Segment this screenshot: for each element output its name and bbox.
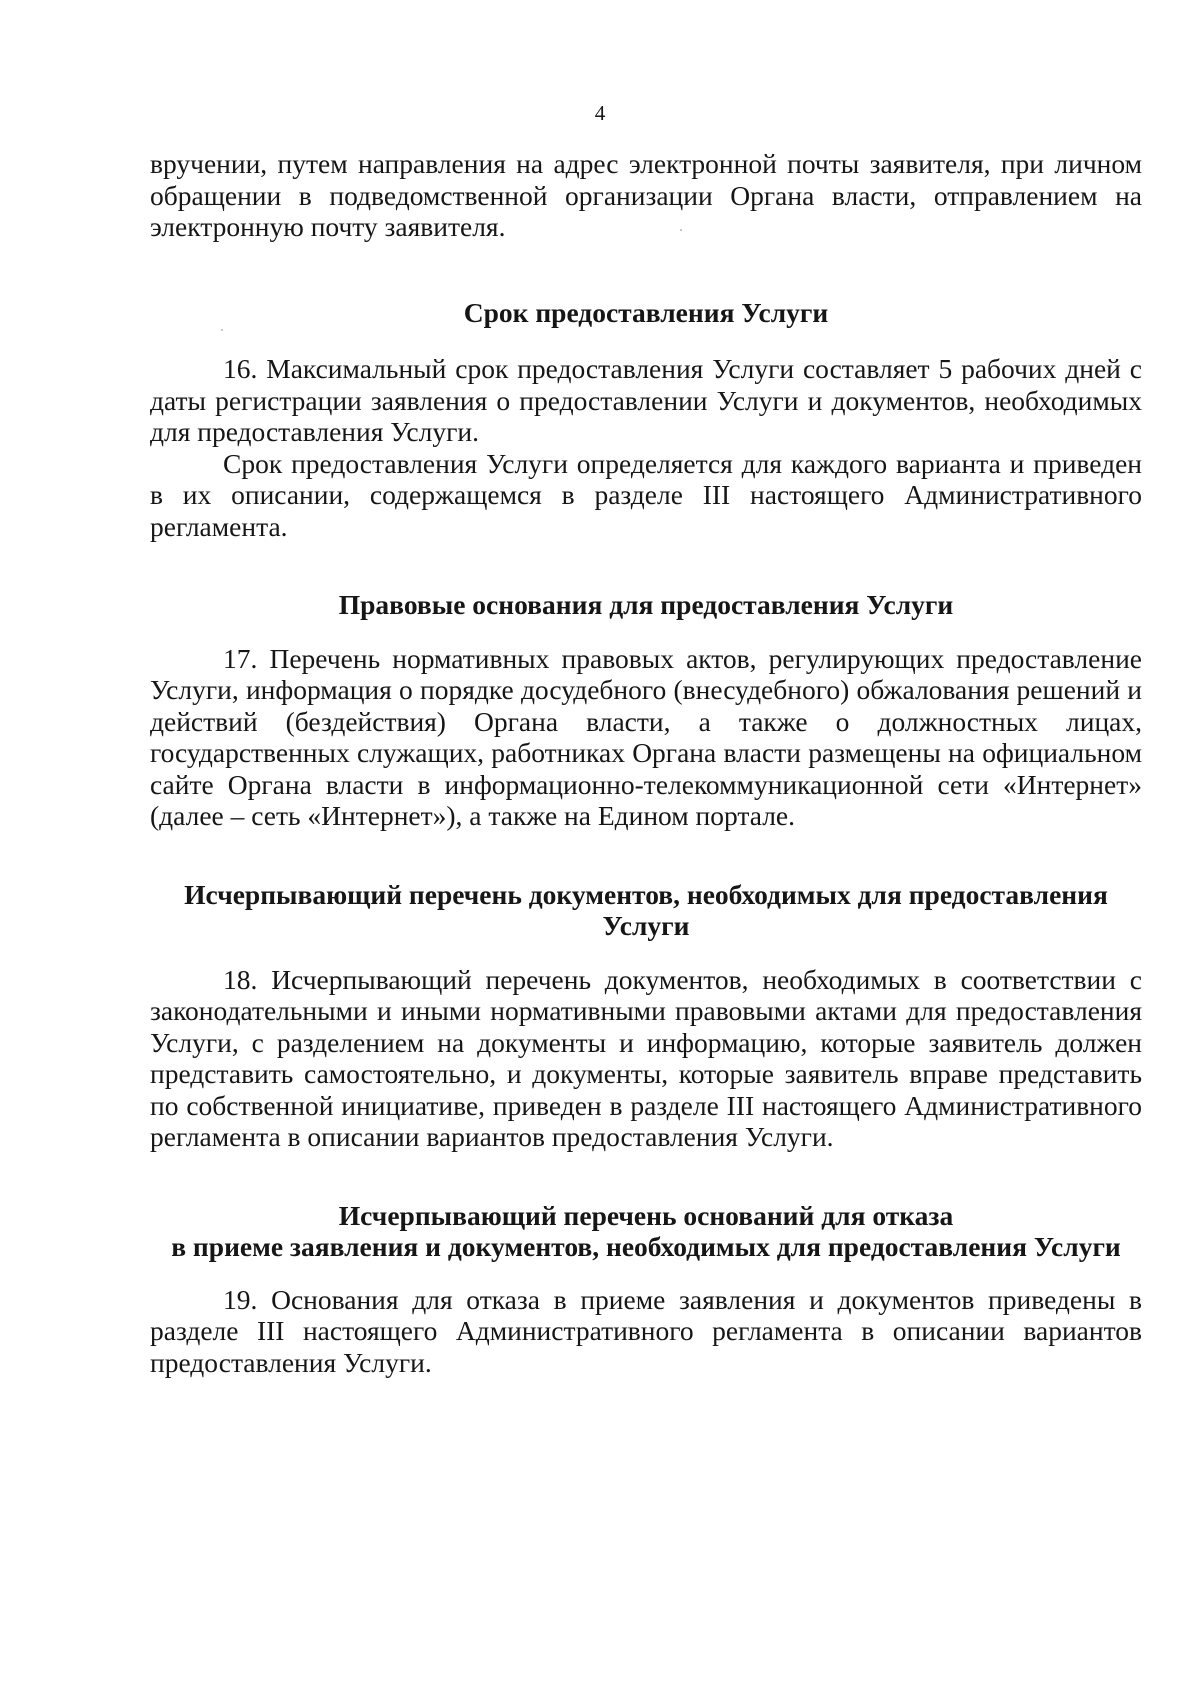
section-heading-legal-basis: Правовые основания для предоставления Услуги — [338, 589, 954, 620]
paragraph-16: 16. Максимальный срок предоставления Услуги составляет 5 рабочих дней с даты регистрации заявления о предоставлении Услуги и документов, необходимых для предоставления Услуги. — [150, 353, 1142, 447]
section-heading-term: Срок предоставления Услуги — [463, 296, 829, 328]
heading-line-2: в приеме заявления и документов, необходимых для предоставления Услуги — [171, 1231, 1121, 1262]
scan-speck — [680, 229, 682, 231]
paragraph-19: 19. Основания для отказа в приеме заявления и документов приведены в разделе III настоящего Административного регламента в описании вариантов предоставления Услуги. — [150, 1283, 1142, 1378]
heading-line-1: Исчерпывающий перечень оснований для отказа — [338, 1199, 954, 1231]
page-number: 4 — [594, 101, 606, 125]
intro-paragraph: вручении, путем направления на адрес электронной почты заявителя, при личном обращении в подведомственной организации Органа власти, отправлением на электронную почту заявителя. — [150, 148, 1142, 242]
paragraph-term-variants: Срок предоставления Услуги определяется для каждого варианта и приведен в их описании, содержащемся в разделе III настоящего Административного регламента. — [150, 447, 1142, 542]
heading-line-1: Исчерпывающий перечень документов, необходимых для предоставления — [184, 878, 1108, 910]
paragraph-17: 17. Перечень нормативных правовых актов, регулирующих предоставление Услуги, информация о порядке досудебного (внесудебного) обжалования решений и действий (бездействия) Органа власти, а также о должностных лицах, государственных служащих, работниках Органа власти размещены на официальном сайте Органа власти в информационно-телекоммуникационной сети «Интернет» (далее – сеть «Интернет»), а также на Едином портале. — [150, 642, 1142, 831]
scan-speck — [221, 329, 223, 331]
heading-line-2: Услуги — [602, 910, 690, 941]
section-heading-refusal-grounds — [150, 1200, 1142, 1263]
section-heading-documents-list — [150, 879, 1142, 942]
paragraph-18: 18. Исчерпывающий перечень документов, необходимых в соответствии с законодательными и иными нормативными правовыми актами для предоставления Услуги, с разделением на документы и информацию, которые заявитель должен представить самостоятельно, и документы, которые заявитель вправе представить по собственной инициативе, приведен в разделе III настоящего Административного регламента в описании вариантов предоставления Услуги. — [150, 963, 1142, 1152]
document-body — [150, 148, 1142, 1378]
